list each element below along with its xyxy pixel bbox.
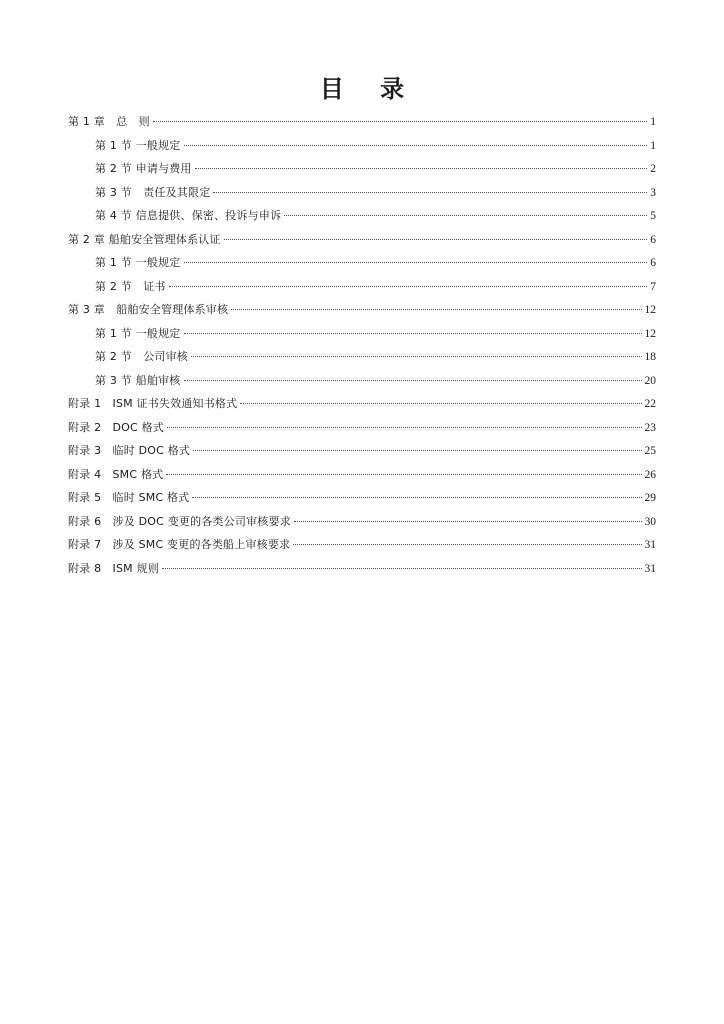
toc-entry-section[interactable]: [68, 345, 656, 369]
toc-entry-section[interactable]: [68, 134, 656, 158]
toc-entry-label: 第 3 节 船舶审核: [95, 373, 181, 387]
toc-entry-label: 第 2 章 船舶安全管理体系认证: [68, 232, 221, 246]
toc-entry-label: 第 3 章 船舶安全管理体系审核: [68, 303, 229, 316]
toc-entry-section[interactable]: [68, 157, 656, 181]
toc-entry-chapter[interactable]: [68, 439, 656, 463]
toc-entry-page-number: 12: [644, 327, 656, 340]
toc-entry-page-number: 7: [650, 280, 656, 293]
toc-entry-page-number: 20: [644, 374, 656, 387]
toc-entry-label: 第 2 节 公司审核: [95, 350, 188, 363]
toc-entry-chapter[interactable]: [68, 557, 656, 581]
dot-leader: [167, 427, 641, 428]
toc-entry-page-number: 22: [644, 398, 656, 410]
dot-leader: [224, 239, 648, 240]
toc-entry-page-number: 2: [650, 163, 656, 175]
toc-entry-page-number: 18: [644, 351, 656, 363]
dot-leader: [184, 145, 648, 146]
toc-entry-label: 第 1 节 一般规定: [95, 326, 181, 340]
toc-entry-label: 第 2 节 证书: [95, 279, 166, 293]
dot-leader: [240, 403, 641, 404]
toc-entry-label: 附录 4 SMC 格式: [68, 467, 164, 481]
toc-entry-section[interactable]: [68, 275, 656, 299]
dot-leader: [193, 450, 641, 451]
dot-leader: [184, 262, 648, 263]
toc-entry-section[interactable]: [68, 204, 656, 228]
toc-entry-page-number: 25: [644, 445, 656, 457]
toc-entry-label: 第 2 节 申请与费用: [95, 162, 192, 175]
toc-entry-page-number: 23: [644, 421, 656, 434]
toc-entry-page-number: 5: [650, 210, 656, 222]
toc-entry-label: 附录 1 ISM 证书失效通知书格式: [68, 397, 238, 410]
toc-entry-page-number: 30: [644, 515, 656, 528]
dot-leader: [169, 286, 648, 287]
toc-entry-page-number: 31: [644, 562, 656, 575]
toc-entry-chapter[interactable]: [68, 533, 656, 557]
toc-entry-page-number: 29: [644, 492, 656, 504]
page-title: 目 录: [319, 75, 419, 103]
toc-entry-page-number: 6: [650, 233, 656, 246]
table-of-contents: [68, 110, 656, 580]
toc-entry-chapter[interactable]: [68, 510, 656, 534]
dot-leader: [294, 521, 642, 522]
toc-entry-label: 第 1 节 一般规定: [95, 138, 181, 152]
toc-entry-page-number: 3: [650, 186, 656, 199]
dot-leader: [191, 356, 642, 357]
toc-entry-section[interactable]: [68, 322, 656, 346]
toc-entry-chapter[interactable]: [68, 228, 656, 252]
toc-entry-label: 附录 7 涉及 SMC 变更的各类船上审核要求: [68, 538, 291, 551]
dot-leader: [192, 497, 641, 498]
toc-entry-page-number: 1: [650, 139, 656, 152]
dot-leader: [293, 544, 641, 545]
toc-entry-label: 附录 5 临时 SMC 格式: [68, 491, 190, 504]
toc-entry-label: 附录 6 涉及 DOC 变更的各类公司审核要求: [68, 514, 291, 528]
dot-leader: [162, 568, 642, 569]
toc-entry-label: 第 1 节 一般规定: [95, 256, 181, 269]
dot-leader: [184, 333, 642, 334]
toc-entry-chapter[interactable]: [68, 416, 656, 440]
dot-leader: [213, 192, 647, 193]
dot-leader: [184, 380, 642, 381]
dot-leader: [153, 121, 647, 122]
toc-entry-section[interactable]: [68, 369, 656, 393]
toc-entry-page-number: 12: [644, 304, 656, 316]
toc-entry-label: 附录 2 DOC 格式: [68, 420, 165, 434]
dot-leader: [231, 309, 641, 310]
toc-entry-label: 附录 8 ISM 规则: [68, 561, 159, 575]
toc-entry-label: 第 4 节 信息提供、保密、投诉与申诉: [95, 209, 282, 222]
toc-entry-section[interactable]: [68, 181, 656, 205]
toc-entry-page-number: 26: [644, 468, 656, 481]
toc-entry-chapter[interactable]: [68, 392, 656, 416]
dot-leader: [284, 215, 647, 216]
toc-entry-chapter[interactable]: [68, 110, 656, 134]
toc-entry-page-number: 31: [644, 539, 656, 551]
toc-entry-chapter[interactable]: [68, 486, 656, 510]
dot-leader: [195, 168, 648, 169]
toc-entry-chapter[interactable]: [68, 298, 656, 322]
toc-entry-section[interactable]: [68, 251, 656, 275]
toc-entry-page-number: 1: [650, 116, 656, 128]
toc-entry-label: 第 3 节 责任及其限定: [95, 185, 211, 199]
toc-entry-label: 第 1 章 总 则: [68, 115, 150, 128]
toc-entry-chapter[interactable]: [68, 463, 656, 487]
toc-entry-page-number: 6: [650, 257, 656, 269]
toc-entry-label: 附录 3 临时 DOC 格式: [68, 444, 191, 457]
dot-leader: [166, 474, 641, 475]
